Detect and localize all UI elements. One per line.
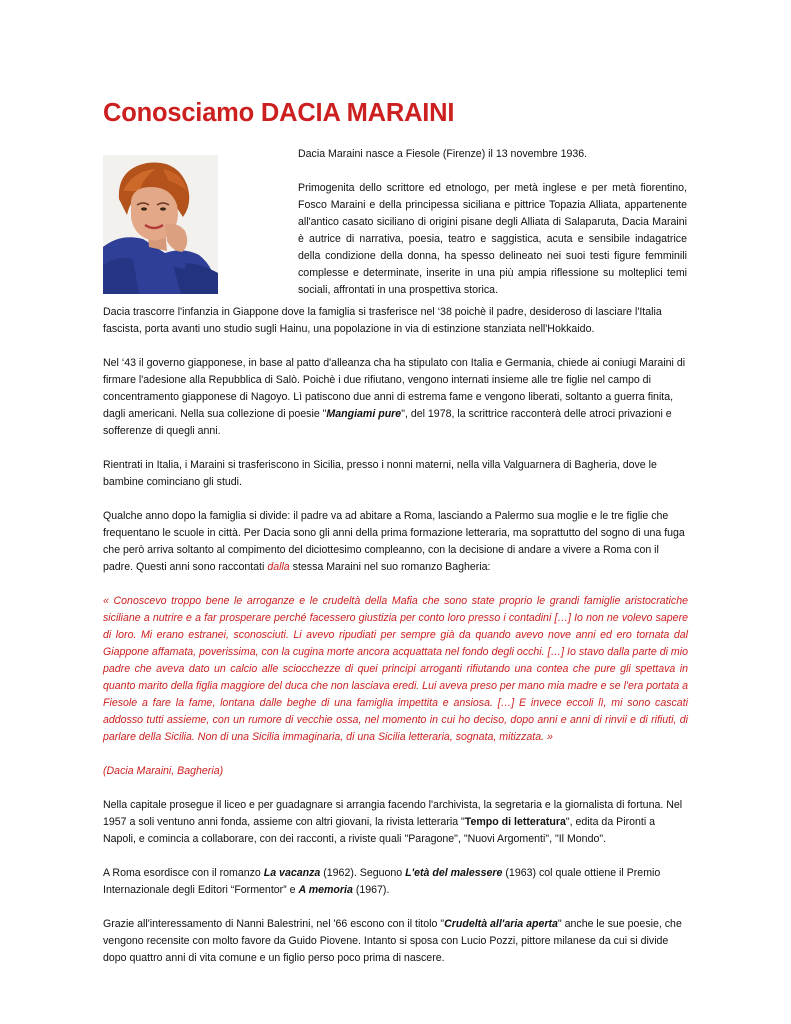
article-body bbox=[103, 304, 688, 984]
bagheria-quote: « Conoscevo troppo bene le arroganze e le crudeltà della Mafia che sono state proprio le grandi famiglie aristocratiche siciliane a nutrire e a far prosperare perché facessero giustizia per conto loro presso i contadini […] Io non ne volevo sapere di loro. Mi erano estranei, sconosciuti. Li avevo ripudiati per sempre già da quando avevo nove anni ed ero tornata dal Giappone affamata, poverissima, con la cugina morte ancora acquattata nel fondo degli occhi. […] Io stavo dalla parte di mio padre che aveva dato un calcio alle sciocchezze di quei principi arroganti rifiutando una contea che pure gli spettava in quanto marito della figlia maggiore del duca che non lasciava eredi. Lui aveva preso per mano mia madre e se l'era portata a Fiesole a fare la fame, lontana dalle beghe di una famiglia impettita e ansiosa. […] E invece eccoli lì, mi sono cascati addosso tutti assieme, con un rumore di vecchie ossa, nel momento in cui ho deciso, dopo anni e anni di rinvii e di rifiuti, di parlare della Sicilia. Non di una Sicilia immaginaria, di una Sicilia letteraria, sognata, mitizzata. » bbox=[103, 595, 689, 743]
book-title-la-vacanza: La vacanza bbox=[263, 867, 321, 879]
paragraph-text: Nella capitale prosegue il liceo e per guadagnare si arrangia facendo l'archivista, la segretaria e la giornalista di fortuna. Nel 1957 a soli ventuno anni fonda, assieme con altri giovani, la rivista letteraria " bbox=[103, 799, 683, 828]
paragraph-text: (1967). bbox=[352, 884, 390, 896]
portrait-photo-icon bbox=[103, 155, 218, 294]
magazine-title: Tempo di letteratura bbox=[464, 816, 566, 828]
paragraph-text: " anche le sue poesie, che vengono recensite con molto favore da Guido Piovene. Intanto si sposa con Lucio Pozzi, pittore milanese da cui si divide dopo quattro anni di vita comune e un figlio perso poco prima di nascere. bbox=[103, 918, 682, 964]
book-title-a-memoria: A memoria bbox=[298, 884, 353, 896]
paragraph-text: (1962). Seguono bbox=[320, 867, 406, 879]
paragraph-text: Qualche anno dopo la famiglia si divide: il padre va ad abitare a Roma, lasciando a Palermo sua moglie e le tre figlie che frequentano le scuole in città. Per Dacia sono gli anni della prima formazione letteraria, ma soprattutto del sogno di una fuga che però arriva soltanto al compimento del diciottesimo compleanno, con la decisione di andare a vivere a Roma con il padre. Questi anni sono raccontati bbox=[103, 510, 685, 573]
paragraph-text: Nel ‘43 il governo giapponese, in base al patto d'alleanza cha ha stipulato con Italia e Germania, chiede ai coniugi Maraini di firmare l'adesione alla Repubblica di Salò. Poichè i due rifiutano, vengono internati insieme alle tre figlie nel campo di concentramento giapponese di Nagoyo. Lì patiscono due anni di estrema fame e vengono liberati, soltanto a guerra finita, dagli americani. Nella sua collezione di poesie " bbox=[103, 357, 686, 420]
quote-source: (Dacia Maraini, Bagheria) bbox=[103, 765, 224, 777]
paragraph-text: ", edita da Pironti a Napoli, e comincia a collaborare, con dei racconti, a riviste quali "Paragone", "Nuovi Argomenti", "Il Mondo". bbox=[103, 816, 656, 845]
paragraph-text: (1963) col quale ottiene il Premio Internazionale degli Editori “Formentor” e bbox=[103, 867, 661, 896]
highlighted-word: dalla bbox=[267, 561, 290, 573]
paragraph-text: stessa Maraini nel suo romanzo Bagheria: bbox=[289, 561, 491, 573]
book-title-eta-del-malessere: L'età del malessere bbox=[405, 867, 503, 879]
book-title-mangiami-pure: Mangiami pure bbox=[326, 408, 402, 420]
intro-text bbox=[298, 146, 687, 316]
paragraph-giappone: Dacia trascorre l'infanzia in Giappone dove la famiglia si trasferisce nel ‘38 poichè il padre, desideroso di lasciare l'Italia fascista, porta avanti uno studio sugli Hainu, una popolazione in via di estinzione stanziata nell'Hokkaido. bbox=[103, 306, 662, 335]
paragraph-text: A Roma esordisce con il romanzo bbox=[103, 867, 264, 879]
paragraph-esordio bbox=[103, 865, 688, 899]
page-title: Conosciamo DACIA MARAINI bbox=[103, 99, 455, 127]
book-title-crudelta: Crudeltà all'aria aperta bbox=[444, 918, 558, 930]
intro-birth-paragraph: Dacia Maraini nasce a Fiesole (Firenze) il 13 novembre 1936. bbox=[298, 148, 588, 160]
paragraph-rientro: Rientrati in Italia, i Maraini si trasferiscono in Sicilia, presso i nonni materni, nella villa Valguarnera di Bagheria, dove le bambine cominciano gli studi. bbox=[103, 459, 657, 488]
paragraph-divisione bbox=[103, 508, 688, 576]
paragraph-text: ", del 1978, la scrittrice racconterà delle atroci privazioni e sofferenze di quegli anni. bbox=[103, 408, 672, 437]
intro-bio-paragraph: Primogenita dello scrittore ed etnologo, per metà inglese e per metà fiorentino, Fosco Maraini e della principessa siciliana e pittrice Topazia Alliata, appartenente all'antico casato siciliano di origini pisane degli Alliata di Salaparuta, Dacia Maraini è autrice di narrativa, poesia, teatro e saggistica, acuta e sensibile indagatrice della condizione della donna, ha spesso delineato nei suoi testi figure femminili complesse e determinate, inserite in una più ampia riflessione su molteplici temi sociali, affrontati in una prospettiva storica. bbox=[298, 182, 687, 296]
paragraph-roma bbox=[103, 797, 688, 848]
paragraph-text: Grazie all'interessamento di Nanni Balestrini, nel '66 escono con il titolo " bbox=[103, 918, 445, 930]
paragraph-poesie bbox=[103, 916, 688, 967]
paragraph-guerra bbox=[103, 355, 688, 440]
